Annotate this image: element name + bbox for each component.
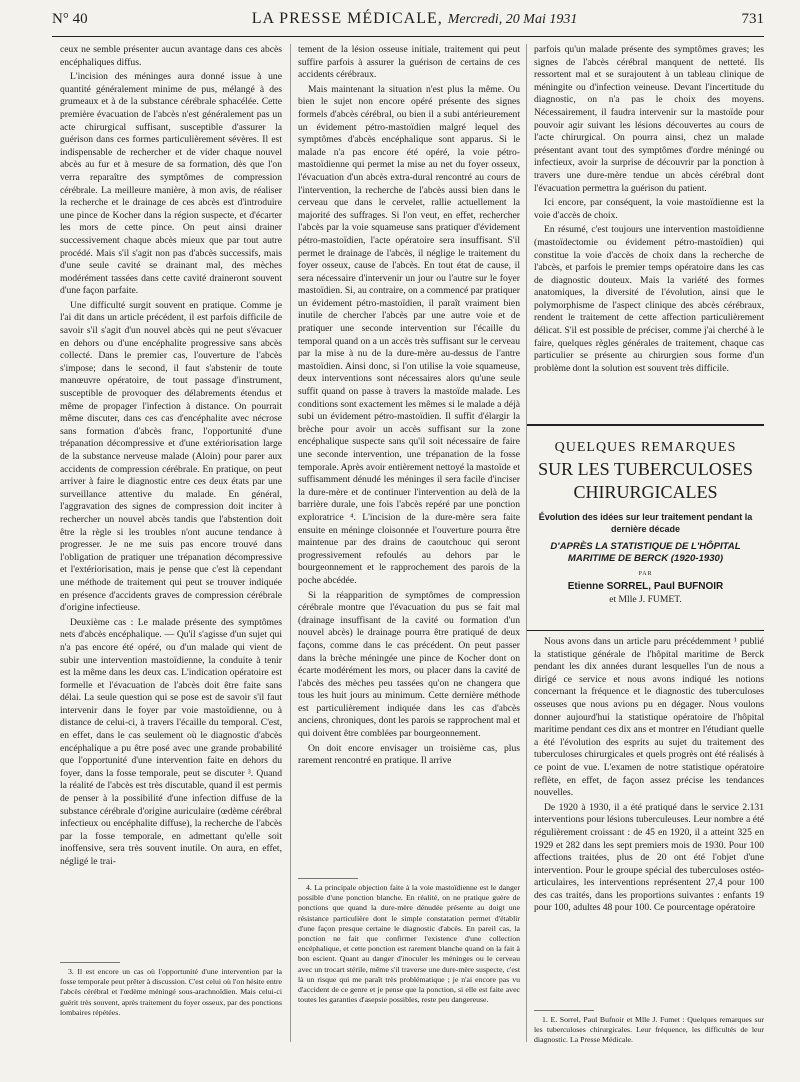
col1-footnote [60, 962, 282, 1018]
col3-paragraph: En résumé, c'est toujours une intervention mastoïdienne (mastoïdectomie ou évidement pétro-mastoïdien) qui constitue la voie d'accès de choix dans la recherche de l'abcès, et parfois le premier temps opératoire dans les cas de diagnostic douteux. Mais la variété des formes anatomiques, la diversité de l'évolution, ainsi que le polymorphisme de l'aspect clinique des abcès cérébraux, rendent le traitement de cette affection particulièrement délicat. S'il est possible de préciser, comme j'ai cherché à le faire, quelques règles générales de traitement, chaque cas particulier se présente au chirurgien sous forme d'un problème dont la solution est souvent très difficile. [534, 224, 764, 374]
col2-paragraph: tement de la lésion osseuse initiale, traitement qui peut suffire parfois à assurer la guérison de certains de ces accidents cérébraux. [298, 44, 520, 81]
col2-paragraph: Si la réapparition de symptômes de compression cérébrale montre que l'évacuation du pus se fait mal (drainage insuffisant de la cavité ou formation d'un nouvel abcès) le drainage pourra être pratiqué de deux façons, comme dans le cas précédent. On peut passer dans la brèche méningée une pince de Kocher dont on écarte modérément les mors, ou placer dans la cavité de l'abcès des mèches peu tassées qu'on ne changera que tous les huit jours au minimum. Cette dernière méthode est particulièrement indiquée dans les cas d'abcès anciens, chroniques, dont les parois se rapprochent mal et qui doivent être comblées par bourgeonnement. [298, 589, 520, 740]
column-3-article [534, 636, 764, 917]
footnote-rule [298, 878, 358, 879]
col1-paragraph: ceux ne semble présenter aucun avantage dans ces abcès encéphaliques diffus. [60, 44, 282, 68]
col2-footnote [298, 878, 520, 1005]
footnote-text: 3. Il est encore un cas où l'opportunité d'une intervention par la fosse temporale peut prêter à discussion. C'est celui où l'on hésite entre l'abcès cérébral et l'œdème méningé sous-arachnoïdien. Mais celui-ci guérit très souvent, après traitement du foyer osseux, par des ponctions lombaires répétées. [60, 967, 282, 1017]
footnote-text: 4. La principale objection faite à la voie mastoïdienne est le danger possible d'une ponction blanche. En réalité, on ne pratique guère de ponctions que quand la dure-mère dénudée présente au doigt une résistance particulière dont le simple constatation permet d'établir d'une façon presque certaine le diagnostic d'abcès. En pareil cas, la ponction ne fait que confirmer l'existence d'une collection encéphalique, et cette ponction est rarement blanche quand on la fait à bon escient. Quant au danger d'inoculer les méninges ou le cerveau avec un trocart stérile, même s'il traverse une dure-mère suspecte, c'est là un risque qui me paraît très problématique ; je n'ai encore pas vu d'accident de ce genre et je pense que la ponction, si elle est faite avec toutes les garanties d'asepsie possibles, reste peu dangereuse. [298, 883, 520, 1005]
col1-paragraph: Deuxième cas : Le malade présente des symptômes nets d'abcès encéphalique. — Qu'il s'agisse d'un sujet qui n'a pas encore été opéré, ou d'un malade qui vient de subir une intervention mastoïdienne, la conduite à tenir est la même dans les deux cas. L'indication opératoire est formelle et l'évacuation de l'abcès doit être faite sans délai. La seule question qui se pose est de savoir s'il faut intervenir dans le foyer par voie mastoïdienne, ou à distance de celui-ci, à travers l'écaille du temporal. C'est, en effet, dans le cas seulement où le diagnostic d'abcès encéphalique a pu être posé avec une grande probabilité que l'opportunité d'une intervention faite en dehors du foyer, dans la fosse temporale, peut se discuter ³. Quand la réalité de l'abcès est très discutable, quand il est permis de penser à la possibilité d'une infection diffuse de la substance cérébrale d'origine auriculaire (œdème cérébral infectieux ou encéphalite diffuse), la recherche de l'abcès par la fosse temporale, en admettant qu'elle soit inoffensive, sera très souvent inutile. On aura, en effet, négligé le trai- [60, 616, 282, 867]
article-subtitle: Évolution des idées sur leur traitement pendant la dernière décade [538, 512, 753, 534]
footnote-text: 1. E. Sorrel, Paul Bufnoir et Mlle J. Fumet : Quelques remarques sur les tuberculoses chirurgicales. Leur fréquence, les difficultés de leur diagnostic. La Presse Médicale. [534, 1015, 764, 1045]
byline-par: PAR [638, 571, 653, 577]
issue-date: Mercredi, 20 Mai 1931 [447, 12, 578, 27]
page-header [52, 10, 764, 34]
header-rule [52, 36, 764, 37]
col1-paragraph: Une difficulté surgit souvent en pratique. Comme je l'ai dit dans un article précédent, il est parfois difficile de savoir s'il s'agit d'un nouvel abcès qui ne peut s'évacuer en dehors ou d'une encéphalite progressive sans abcès collecté. Dans le premier cas, l'ouverture de l'abcès s'impose; dans le second, il faut s'abstenir de toute manœuvre opératoire, de tout passage d'instrument, susceptible de provoquer des délabrements étendus et même de propager l'infection à distance. On pourrait même discuter, dans ces cas d'encéphalite avec nécrose sans formation d'abcès franc, l'opportunité d'une trépanation décompressive et d'une extériorisation large de la substance nerveuse malade (Aloin) pour parer aux accidents de compression cérébrale. En pratique, on peut arriver à faire le diagnostic entre ces deux états par une surveillance attentive du malade. En général, l'aggravation des signes de compression doit inciter à rechercher un nouvel abcès tandis que l'abstention doit être la règle si les troubles n'ont aucune tendance à progresser. Je ne me suis pas encore trouvé dans l'obligation de pratiquer une trépanation décompressive et l'extériorisation, mais je pense que c'est là cependant une méthode de traitement qui peut se trouver indiquée en présence d'accidents graves de compression cérébrale d'origine infectieuse. [60, 299, 282, 614]
column-3 [534, 44, 764, 377]
col3b-paragraph: Nous avons dans un article paru précédemment ¹ publié la statistique générale de l'hôpital maritime de Berck pendant les dix années durant lesquelles l'un de nous a dirigé ce service et nous avons indiqué les notions concernant la fréquence et le diagnostic des tuberculoses osseuses que nous avions pu en dégager. Nous voulons donner aujourd'hui la statistique opératoire de l'hôpital maritime pendant ces dix ans et montrer en l'étudiant quelle a été l'évolution des esprits au sujet du traitement des tuberculoses chirurgicales et quels progrès ont été réalisés à ce point de vue. L'examen de notre statistique opératoire reflète, en effet, de façon assez précise les tendances nouvelles. [534, 636, 764, 799]
col3-paragraph: parfois qu'un malade présente des symptômes graves; les signes de l'abcès cérébral manquent de netteté. Ils ressortent mal et se surajoutent à un tableau clinique de méningite ou d'infection veineuse. Devant l'incertitude du diagnostic, on n'a pas le choix des moyens. Nécessairement, il faudra intervenir sur la mastoïde pour pouvoir agir suivant les lésions découvertes au cours de l'acte chirurgical. On pourra ainsi, chez un malade présentant avant tout des symptômes d'ordre méningé ou infectieux, avoir la surprise de découvrir par la ponction à travers une dure-mère tendue un abcès cérébral dont l'évacuation permettra la guérison du patient. [534, 44, 764, 194]
page-number-right: 731 [741, 11, 764, 27]
col3b-paragraph: De 1920 à 1930, il a été pratiqué dans le service 2.131 interventions pour lésions tuberculeuses. Leur nombre a été régulièrement croissant : de 45 en 1920, il a atteint 325 en 1929 et 282 dans les sept premiers mois de 1930. Pour 100 affections traitées, plus de 20 ont été l'objet d'une intervention. Pour le groupe spécial des tuberculoses ostéo-articulaires, les interventions représentent 27,4 pour 100 des cas traités, dans les proportions suivantes : enfants 19 pour 100, adultes 48 pour 100. Ce pourcentage opératoire [534, 801, 764, 914]
footnote-rule [534, 1010, 594, 1011]
article-title-line2: CHIRURGICALES [573, 482, 718, 502]
article-kicker: QUELQUES REMARQUES [554, 440, 737, 455]
col2-paragraph: Mais maintenant la situation n'est plus la même. Ou bien le sujet non encore opéré présente des signes formels d'abcès cérébral, ou bien il a subi antérieurement un évidement pétro-mastoïdien malgré lequel des symptômes d'abcès encéphalique sont apparus. Si le malade n'a pas encore été opéré, la voie pétro-mastoïdienne qui permet la mise au net du foyer osseux, l'évacuation d'un abcès extra-dural rencontré au cours de l'intervention, la recherche de l'abcès aussi bien dans le cerveau que dans le cervelet, rallie actuellement la majorité des suffrages. Si l'on veut, en effet, rechercher l'abcès par la voie squameuse sans pratiquer d'évidement pétro-mastoïdien, l'acte opératoire sera insuffisant. S'il permet le drainage de l'abcès, il néglige le traitement du foyer osseux, cause de l'abcès. En tout état de cause, il sera nécessaire d'intervenir un jour ou l'autre sur le foyer mastoïdien. Si, au contraire, on a commencé par pratiquer un évidement pétro-mastoïdien, il paraît vraiment bien inutile de chercher l'abcès par une autre voie et de pratiquer une seconde intervention sur l'écaille du temporal quand on a un accès très suffisant sur le cerveau par la mise à nu de la dure-mère au-dessus de l'antre mastoïdien. Ainsi donc, si l'on utilise la voie squameuse, deux interventions sont nécessaires alors qu'une seule suffit quand on passe à travers la mastoïde malade. Les conditions sont exactement les mêmes si le malade a déjà subi un évidement pétro-mastoïdien. Il suffit d'élargir la brèche pour avoir un accès suffisant sur la zone encéphalique suspecte sans qu'il soit nécessaire de faire une seconde intervention, une trépanation de la fosse temporale. Après avoir entièrement nettoyé la mastoïde et suffisamment dénudé les méninges il sera facile d'inciser la dure-mère et de continuer l'intervention au delà de la barrière durale, une fois l'abcès repéré par une ponction exploratrice ⁴. L'incision de la dure-mère sera faite ensuite en méninge cloisonnée et l'ouverture pourra être maintenue par des drains de caoutchouc qui seront progressivement refoulés au dehors par le bourgeonnement et le rapprochement des parois de la poche abcédée. [298, 83, 520, 586]
col1-paragraph: L'incision des méninges aura donné issue à une quantité généralement minime de pus, mélangé à des grumeaux et à de la substance cérébrale sphacélée. Cette première évacuation de l'abcès n'est généralement pas un acte chirurgical suffisant, susceptible d'assurer la guérison dans ces formes particulièrement sévères. Il est indispensable de rechercher et de vider chaque nouvel abcès au fur et à mesure de sa formation, dès que l'on verra reparaître des symptômes de compression cérébrale. La meilleure manière, à mon avis, de réaliser la recherche et le drainage de ces abcès est d'introduire une pince de Kocher dans la région suspecte, et d'écarter les mors de cette pince. On peut ainsi drainer successivement chaque abcès mieux que par tout autre procédé. Mais s'il s'agit non pas d'abcès successifs, mais d'une seule cavité se drainant mal, des mèches modérément tassées dans cette cavité draineront souvent d'une façon parfaite. [60, 71, 282, 297]
article-authors: Etienne SORREL, Paul BUFNOIR [567, 581, 724, 592]
article-source: D'APRÈS LA STATISTIQUE DE L'HÔPITAL MARITIME DE BERCK (1920-1930) [550, 541, 741, 564]
article-author2: et Mlle J. FUMET. [609, 594, 682, 605]
column-2 [298, 44, 520, 770]
footnote-rule [60, 962, 120, 963]
col3-paragraph: Ici encore, par conséquent, la voie mastoïdienne est la voie d'accès de choix. [534, 197, 764, 221]
page-number-left: N° 40 [52, 11, 88, 27]
col3-footnote [534, 1010, 764, 1046]
journal-title: LA PRESSE MÉDICALE, [251, 10, 443, 27]
journal-masthead [252, 10, 578, 28]
col2-paragraph: On doit encore envisager un troisième cas, plus rarement rencontré en pratique. Il arrive [298, 742, 520, 767]
column-1 [60, 44, 282, 871]
article-title-line1: SUR LES TUBERCULOSES [538, 459, 753, 479]
article-heading [527, 424, 764, 631]
column-divider [290, 44, 291, 1042]
